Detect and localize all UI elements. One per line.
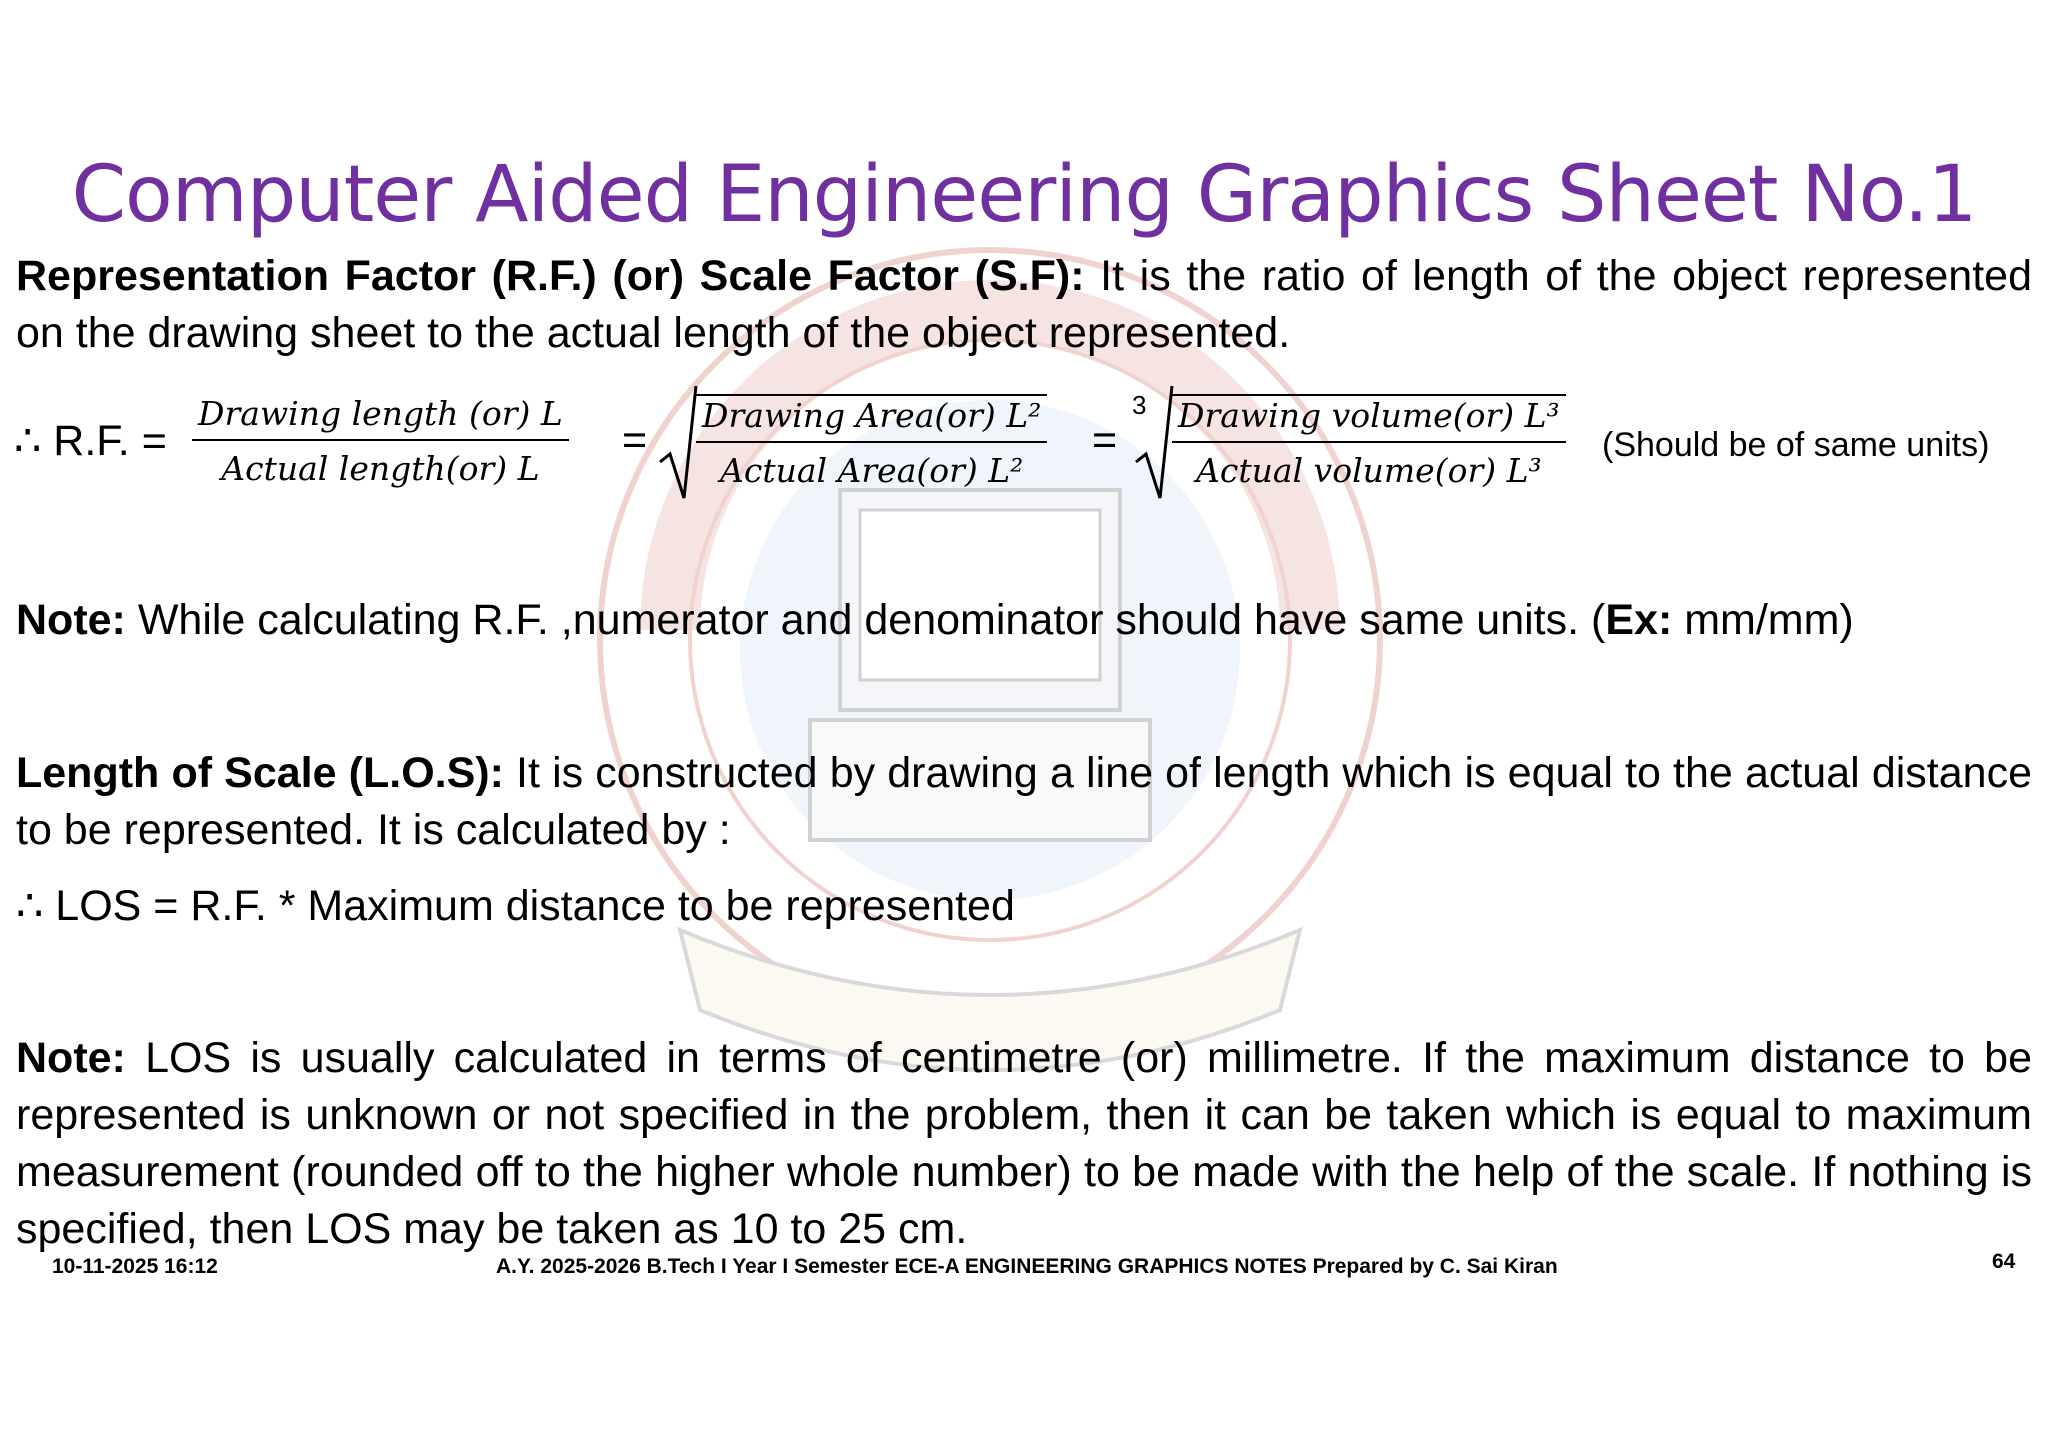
page-title: Computer Aided Engineering Graphics Sheet No.1 xyxy=(71,150,1977,240)
fraction-volume xyxy=(1172,394,1566,490)
fraction-area xyxy=(696,394,1047,490)
fraction-length xyxy=(192,394,569,488)
fraction-area-den: Actual Area(or) L² xyxy=(720,451,1024,490)
footer-course-info: A.Y. 2025-2026 B.Tech I Year I Semester ECE-A ENGINEERING GRAPHICS NOTES Prepared by C. Sai Kiran xyxy=(496,1255,1558,1278)
same-units-note: (Should be of same units) xyxy=(1602,426,1990,464)
note1-ex-text: mm/mm) xyxy=(1672,596,1854,644)
page-number: 64 xyxy=(1992,1250,2016,1273)
fraction-volume-den: Actual volume(or) L³ xyxy=(1196,451,1542,490)
cube-root-sign xyxy=(1134,382,1174,502)
fraction-length-num: Drawing length (or) L xyxy=(192,394,569,441)
rf-definition xyxy=(16,248,2032,362)
fraction-length-den: Actual length(or) L xyxy=(221,449,540,488)
square-root-sign xyxy=(658,382,698,502)
note2-label: Note: xyxy=(16,1034,126,1082)
note-los xyxy=(16,1030,2032,1258)
note1-ex-label: Ex: xyxy=(1605,596,1673,644)
equals-2: = xyxy=(1092,416,1118,464)
los-formula: ∴ LOS = R.F. * Maximum distance to be represented xyxy=(16,882,1015,930)
los-term: Length of Scale (L.O.S): xyxy=(16,749,504,797)
rf-formula xyxy=(14,390,2044,510)
note1-label: Note: xyxy=(16,596,126,644)
fraction-volume-num: Drawing volume(or) L³ xyxy=(1172,396,1566,443)
cube-root-index: 3 xyxy=(1132,390,1147,420)
los-text: It is constructed by drawing a line of length which is equal to the actual distance to be represented. It is calculated by : xyxy=(16,749,2032,854)
note-rf-units xyxy=(16,592,2032,649)
rf-term: Representation Factor (R.F.) (or) Scale Factor (S.F): xyxy=(16,252,1085,300)
equals-1: = xyxy=(622,416,648,464)
rf-formula-prefix: ∴ R.F. = xyxy=(14,417,167,465)
los-definition xyxy=(16,745,2032,859)
footer-datetime: 10-11-2025 16:12 xyxy=(52,1255,218,1278)
fraction-area-num: Drawing Area(or) L² xyxy=(696,396,1047,443)
rf-text: It is the ratio of length of the object represented on the drawing sheet to the actual length of the object represented. xyxy=(16,252,2032,357)
note1-text: While calculating R.F. ,numerator and denominator should have same units. ( xyxy=(125,596,1606,644)
note2-text: LOS is usually calculated in terms of centimetre (or) millimetre. If the maximum distance to be represented is unknown or not specified in the problem, then it can be taken which is equal to maximum measurement (rounded off to the higher whole number) to be made with the help of the scale. If nothing is specified, then LOS may be taken as 10 to 25 cm. xyxy=(16,1034,2032,1253)
